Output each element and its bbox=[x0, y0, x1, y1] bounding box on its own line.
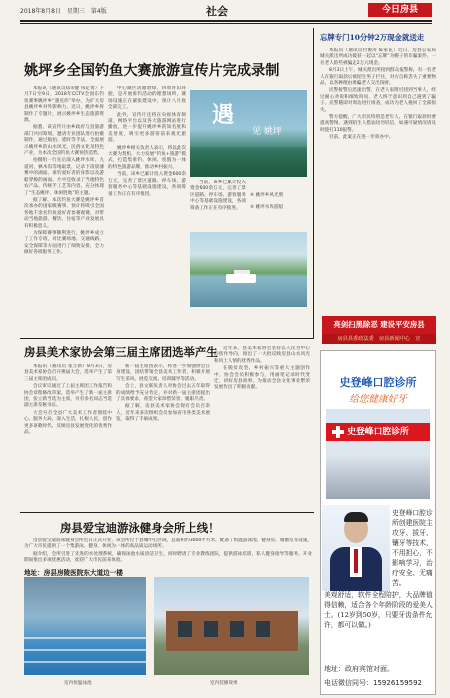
paragraph: 据了解，本次钓鱼大赛是姚坪乡首次承办的国家级赛事，预计将吸引全国各地千余名钓鱼爱好者参赛观赛，对带动当地旅游、餐饮、住宿等产业发展具有积极意义。 bbox=[24, 197, 104, 229]
story2-col2 bbox=[116, 364, 210, 508]
ad-intro: 史登峰口腔诊所创建医院主攻牙、拔牙、镶牙等技术，不用担心，不影响学习，治疗安全、无痛苦。 bbox=[392, 509, 433, 587]
red-banner-subtitle: 房县县委政法委 房县新闻中心 宣 bbox=[322, 334, 436, 344]
paragraph: 据介绍，会所引进了先进的水处理系统，确保泳池水质清洁卫生，同时聘请了专业教练团队，提供游泳培训、私人健身指导等服务。开业期间推出多项优惠活动，欢迎广大市民前来体验。 bbox=[24, 551, 312, 564]
paragraph: 据了解，房县美术家协会现有会员百余人，近年来多次组织会员参加省市各类美术展览，取得了丰硕成果。 bbox=[116, 404, 210, 423]
paragraph: 本报讯（通讯员付俊涛 陈家花）近日，房县公安局城关派出所成功破获一起以“忘牌”为幌子的诈骗案件，一名老人险些被骗走2万元现金。 bbox=[320, 48, 436, 66]
column-divider bbox=[313, 28, 314, 338]
building-photo bbox=[154, 577, 309, 675]
main-story-col1 bbox=[24, 86, 104, 336]
paragraph: 据悉，该宣传片由乡政府与县旅游部门共同筹划，邀请专业团队进行拍摄制作，通过航拍、延时等手法，全面展示姚坪乡的山水风光、民俗文化及特色产业，为本次全国钓鱼大赛预热造势。 bbox=[24, 125, 104, 157]
paragraph: 拍摄组一行先后深入姚坪水库、九道河、枫木沟等地取景，记录下清晨薄雾中的湖面、垂钓爱好者的身影以及游船穿梭的画面。片中还收录了当地特色农产品、传统手工艺等内容，充分体现了“生态姚坪、休闲胜地”的主题。 bbox=[24, 158, 104, 196]
doctor-portrait bbox=[322, 505, 390, 591]
pool-photo bbox=[24, 577, 146, 675]
paragraph: 姚坪乡相关负责人表示，将以此次大赛为契机，大力发展“钓鱼+旅游”模式，打造集垂钓、休闲、度假为一体的特色旅游品牌，推动乡村振兴。 bbox=[108, 145, 186, 170]
paragraph: 为保障赛事顺利进行，姚坪乡成立了工作专班，对比赛场地、交通线路、安全保障等方面进行了细致安排，全力做好各项服务工作。 bbox=[24, 230, 104, 256]
building-window bbox=[256, 621, 270, 637]
masthead-logo: 今日房县 bbox=[368, 3, 432, 17]
header-date: 2018年8月8日 星期三 第4版 bbox=[20, 8, 107, 15]
paragraph: 会议审议通过了上届主席团工作报告和协会章程修改草案，选举产生了新一届主席团，张立新当选为主席，另有多名同志当选副主席及秘书长。 bbox=[24, 384, 112, 409]
pool-caption: 室内恒温泳池 bbox=[64, 681, 92, 686]
paragraph: 在脱贫攻坚、乡村振兴等重大主题创作中，协会会员积极参与，用画笔记录时代变迁，讲好房县故事，为推动全县文化事业繁荣发展作出了积极贡献。 bbox=[214, 366, 310, 391]
story3-body bbox=[24, 538, 312, 566]
building-window bbox=[178, 621, 192, 637]
main-story-col2-cont bbox=[190, 180, 246, 228]
story2-col3 bbox=[214, 346, 310, 508]
story3-address: 地址：房县房陵医院东大道边一楼 bbox=[24, 569, 123, 577]
building-caption: 室内装修效果 bbox=[210, 681, 238, 686]
paragraph: 此外，宣传片还将在央视体育频道、网络平台以及各大旅游网站进行播放，进一步提升姚坪乡的知名度和美誉度，吸引更多游客前来观光旅游。 bbox=[108, 112, 186, 144]
ad-title: 史登峰口腔诊所 bbox=[339, 376, 417, 389]
header-rule bbox=[20, 20, 432, 22]
medical-cross-icon bbox=[332, 426, 344, 438]
side-headline: 忘牌专门10分钟2万现金就送走 bbox=[320, 33, 425, 42]
paragraph: 中心湖区清澈碧绿，四周青山环抱，是开展垂钓活动的理想场所，赛场设施正在紧张建设中，预计八月底全部完工。 bbox=[108, 86, 186, 111]
paragraph: 目前，此案正在进一步侦办中。 bbox=[329, 135, 394, 141]
paragraph: 大会号召全县广大美术工作者围绕中心、服务大局，深入生活，扎根人民，创作更多讴歌时代、反映房县发展变化的优秀作品。 bbox=[24, 410, 112, 436]
ad-storefront-sign: 史登峰口腔诊所 bbox=[326, 423, 430, 441]
pool-lane bbox=[24, 637, 146, 639]
paragraph: 本报讯（通讯员 张立新）8月3日，房县美术家协会召开换届大会，选举产生了第三届主席团成员。 bbox=[24, 364, 112, 382]
photo-text-big: 遇 bbox=[212, 102, 235, 128]
story2-headline: 房县美术家协会第三届主席团选举产生 bbox=[24, 345, 218, 359]
paragraph: 本报讯（通讯员郑荣健 钱定勇）下月7日至9日，2018年CCTV全国东钓鱼赛事姚坪乡“遇见你”举办，为扩大房县姚坪乡对外影响力，近日，姚坪乡将制作了专题片，展示姚坪乡生态旅游资源。 bbox=[24, 86, 104, 124]
photo-caption: ④ 姚坪乡风光照 bbox=[250, 193, 284, 198]
building-window bbox=[204, 621, 218, 637]
doctor-hair bbox=[344, 512, 368, 522]
section-title: 社会 bbox=[206, 5, 228, 18]
mountain-shape bbox=[190, 147, 307, 177]
ad-body: 美观舒适，软件全程陪护，大品牌值得信赖，适合各个年龄阶段的爱美人士。(12岁到50岁，只要牙齿条件允许，都可以做。) bbox=[324, 591, 433, 629]
main-photo bbox=[190, 90, 307, 177]
paragraph: 警方提醒，广大市民特别是老年人，在银行取款时要提高警惕，遇到陌生人搭讪切勿轻信，如遇可疑情况请及时拨打110报警。 bbox=[320, 115, 436, 133]
main-headline: 姚坪乡全国钓鱼大赛旅游宣传片完成录制 bbox=[24, 63, 280, 79]
lake-caption: ⑤ 姚坪水库游船 bbox=[250, 205, 284, 210]
section-rule bbox=[20, 512, 314, 513]
boat-hull bbox=[226, 274, 256, 283]
paragraph: 当前，该乡已累计投入资金600余万元，完善了景区道路、停车场、游客服务中心等基础设施建设，各项筹备工作正在有序推进。 bbox=[108, 172, 186, 197]
paragraph: 房县爱宝迪游泳健身会所近日正式开业，该会所位于县城中心区域，总面积约3000平方米，配备了恒温游泳池、健身房、瑜伽室等设施，为广大市民提供了一个集游泳、健身、休闲为一体的高品质运动场所。 bbox=[24, 538, 312, 550]
side-story-body bbox=[320, 48, 436, 310]
lake-photo bbox=[190, 232, 307, 307]
main-story-col2 bbox=[108, 86, 186, 336]
photo-text-small: 见 姚坪 bbox=[252, 127, 282, 137]
pool-lane bbox=[24, 649, 146, 651]
header-rule-thin bbox=[20, 23, 432, 24]
section-rule bbox=[20, 338, 314, 339]
ad-address: 地址：政府宾馆对面。 bbox=[324, 665, 394, 673]
building-window bbox=[230, 621, 244, 637]
doctor-tie bbox=[354, 549, 358, 573]
paragraph: 新一届主席团表示，将进一步加强协会自身建设，团结带领全县美术工作者，积极开展写生采风、展览交流、培训辅导等活动。 bbox=[116, 364, 210, 382]
story3-headline: 房县爱宝迪游泳健身会所上线！ bbox=[60, 521, 220, 535]
paragraph: 当前，该乡已累计投入资金600余万元，完善了景区道路、停车场、游客服务中心等基础设施建设，各项筹备工作正在有序推进。 bbox=[190, 180, 246, 211]
paragraph: 会上，县文联负责人对协会过去五年取得的成绩给予充分肯定，并对新一届主席团提出了具体要求，希望大家珍惜荣誉、履职尽责。 bbox=[116, 384, 210, 403]
paragraph: 民警接警后迅速出警，在老人家附近找到当事人，经过耐心劝说和细致询问，老人终于意识到自己遇到了骗子。民警随即对周边进行排查，成功为老人挽回了全部损失。 bbox=[320, 88, 436, 113]
pool-lane bbox=[24, 661, 146, 663]
red-banner-title: 亮剑扫黑除恶 建设平安房县 bbox=[333, 320, 425, 329]
story2-col1 bbox=[24, 364, 112, 508]
paragraph: 8月3日上午，城关派出所接到群众报警称，有一名老人在银行取款后被陌生男子拦住，对方自称丢失了重要物品，以各种理由诱骗老人交出钱财。 bbox=[320, 68, 436, 87]
ad-slogan: 给您健康好牙 bbox=[349, 394, 407, 405]
paragraph: 近年来，县美术家协会坚持以人民为中心的创作导向，推出了一大批反映房县山水风光和风土人情的优秀作品。 bbox=[214, 346, 310, 364]
ad-phone: 电话微信同号：15926159592 bbox=[324, 679, 422, 687]
